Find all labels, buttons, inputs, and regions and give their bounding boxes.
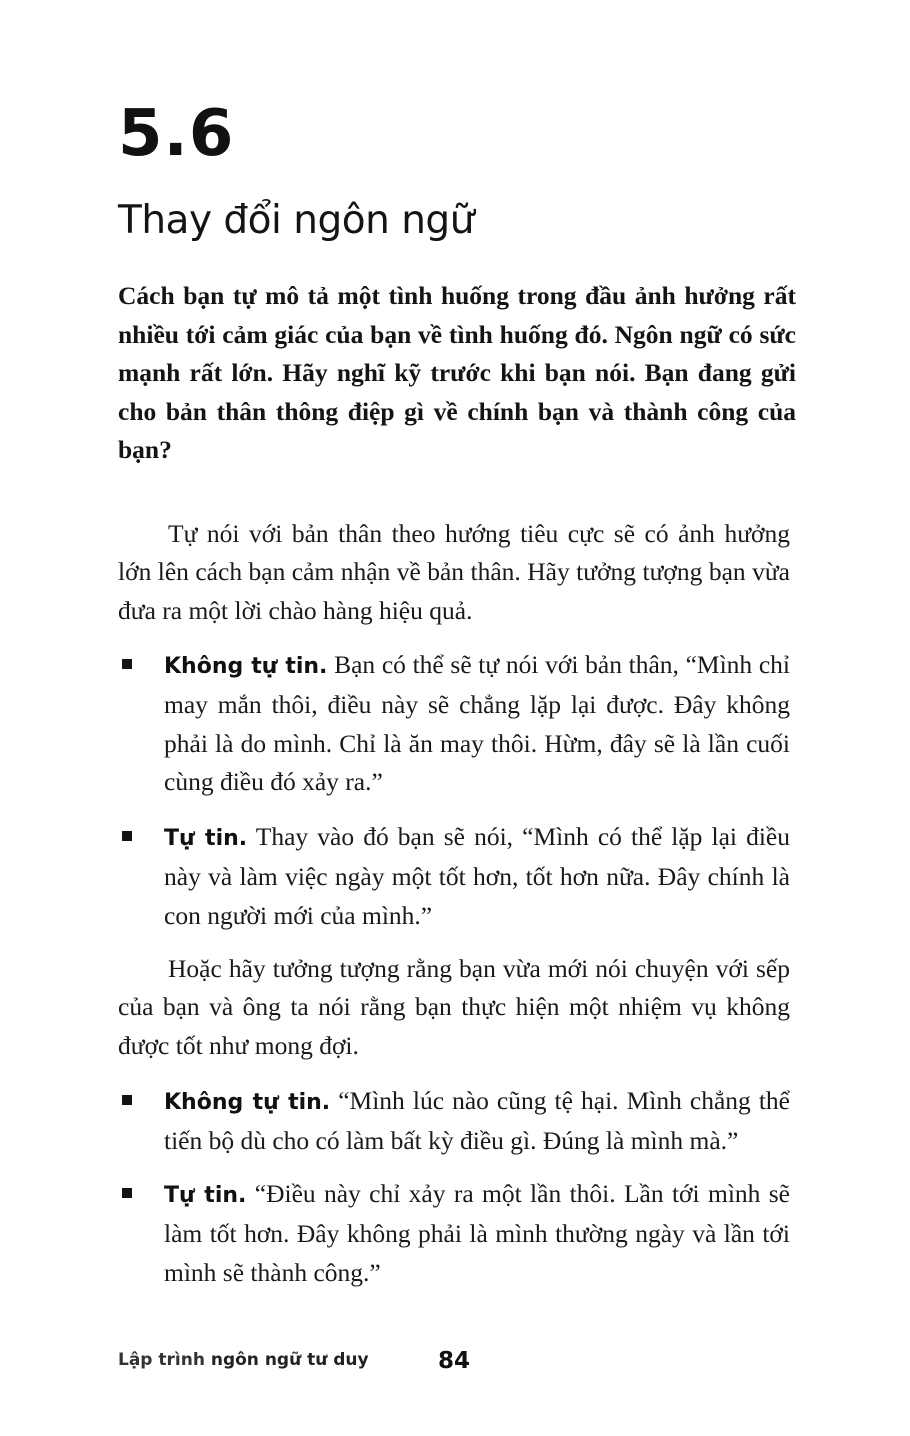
bullet-label: Tự tin. — [164, 826, 248, 851]
bullet-item-4 — [118, 1175, 790, 1292]
bullet-square-icon — [122, 831, 132, 841]
bullet-text: Thay vào đó bạn sẽ nói, “Mình có thể lặp lại điều này và làm việc ngày một tốt hơn, tốt hơn nữa. Đây chính là con người mới của mình.” — [164, 822, 790, 930]
bullet-label: Không tự tin. — [164, 654, 328, 679]
bullet-item-2 — [118, 818, 790, 935]
bullet-label: Không tự tin. — [164, 1090, 331, 1115]
bullet-text: “Mình lúc nào cũng tệ hại. Mình chẳng thể tiến bộ dù cho có làm bất kỳ điều gì. Đúng là mình mà.” — [164, 1086, 791, 1156]
section-title: Thay đổi ngôn ngữ — [118, 198, 474, 243]
bullet-square-icon — [122, 1188, 132, 1198]
intro-paragraph: Cách bạn tự mô tả một tình huống trong đầu ảnh hưởng rất nhiều tới cảm giác của bạn về tình huống đó. Ngôn ngữ có sức mạnh rất lớn. Hãy nghĩ kỹ trước khi bạn nói. Bạn đang gửi cho bản thân thông điệp gì về chính bạn và thành công của bạn? — [118, 281, 796, 464]
bullet-square-icon — [122, 659, 132, 669]
page-number: 84 — [438, 1348, 471, 1374]
running-footer-title — [118, 1345, 369, 1375]
footer-title-part2: ngôn ngữ tư duy — [204, 1350, 369, 1370]
section-number: 5.6 — [118, 97, 235, 171]
bullet-label: Tự tin. — [164, 1183, 247, 1208]
footer-title-part1: Lập trình — [118, 1350, 205, 1370]
body-paragraph-1: Tự nói với bản thân theo hướng tiêu cực sẽ có ảnh hưởng lớn lên cách bạn cảm nhận về bản thân. Hãy tưởng tượng bạn vừa đưa ra một lời chào hàng hiệu quả. — [118, 519, 790, 625]
bullet-item-1 — [118, 646, 790, 801]
bullet-square-icon — [122, 1095, 132, 1105]
bullet-text: Bạn có thể sẽ tự nói với bản thân, “Mình chỉ may mắn thôi, điều này sẽ chẳng lặp lại được. Đây không phải là do mình. Chỉ là ăn may thôi. Hừm, đây sẽ là lần cuối cùng điều đó xảy ra.” — [164, 650, 790, 796]
bullet-text: “Điều này chỉ xảy ra một lần thôi. Lần tới mình sẽ làm tốt hơn. Đây không phải là mình thường ngày và lần tới mình sẽ thành công.” — [164, 1179, 791, 1287]
bullet-item-3 — [118, 1082, 790, 1161]
body-paragraph-2: Hoặc hãy tưởng tượng rằng bạn vừa mới nói chuyện với sếp của bạn và ông ta nói rằng bạn thực hiện một nhiệm vụ không được tốt như mong đợi. — [118, 954, 790, 1060]
